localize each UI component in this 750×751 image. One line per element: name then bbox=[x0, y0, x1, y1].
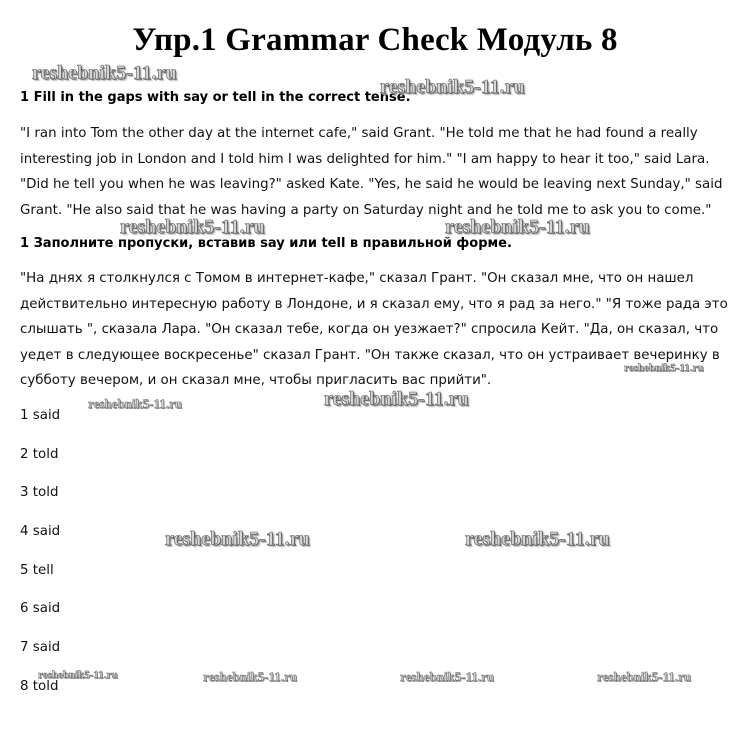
task-2-text: "На днях я столкнулся с Томом в интернет-кафе," сказал Грант. "Он сказал мне, что он нашел действительно интересную работу в Лондоне, и я сказал ему, что я рад за него." "Я тоже рада это слышать ", сказала Лара. "Он сказал тебе, когда он уезжает?" спросила Кейт. "Да, он сказал, что уедет в следующее воскресенье" сказал Грант. "Он также сказал, что он устраивает вечеринку в субботу вечером, и он сказал мне, чтобы пригласить вас прийти". bbox=[20, 271, 728, 388]
task-1-text: "I ran into Tom the other day at the internet cafe," said Grant. "He told me that he had found a really interesting job in London and I told him I was delighted for him." "I am happy to hear it too," said Lara. "Did he tell you when he was leaving?" asked Kate. "Yes, he said he would be leaving next Sunday," said Grant. "He also said that he was having a party on Saturday night and he told me to ask you to come." bbox=[20, 126, 723, 218]
answer-item: 2 told bbox=[20, 446, 59, 462]
page-title: Упр.1 Grammar Check Модуль 8 bbox=[132, 22, 618, 58]
watermark: reshebnik5-11.ru bbox=[445, 216, 590, 238]
watermark: reshebnik5-11.ru bbox=[120, 216, 265, 238]
watermark: reshebnik5-11.ru bbox=[400, 669, 495, 684]
answer-item: 1 said bbox=[20, 408, 61, 423]
watermark: reshebnik5-11.ru bbox=[597, 669, 692, 684]
answer-item: 6 said bbox=[20, 601, 61, 617]
answer-item: 4 said bbox=[20, 524, 61, 540]
watermark: reshebnik5-11.ru bbox=[380, 76, 525, 98]
answer-item: 5 tell bbox=[20, 562, 54, 578]
watermark: reshebnik5-11.ru bbox=[32, 62, 177, 84]
watermark: reshebnik5-11.ru bbox=[165, 528, 310, 550]
watermark: reshebnik5-11.ru bbox=[624, 362, 704, 374]
watermark: reshebnik5-11.ru bbox=[465, 528, 610, 550]
watermark: reshebnik5-11.ru bbox=[88, 396, 183, 411]
task-1-heading: 1 Fill in the gaps with say or tell in the correct tense. bbox=[20, 90, 411, 105]
watermark: reshebnik5-11.ru bbox=[203, 669, 298, 684]
watermark: reshebnik5-11.ru bbox=[324, 388, 469, 410]
answer-item: 8 told bbox=[20, 678, 59, 694]
answer-item: 7 said bbox=[20, 640, 61, 656]
task-2-heading: 1 Заполните пропуски, вставив say или tell в правильной форме. bbox=[20, 236, 512, 251]
answer-item: 3 told bbox=[20, 485, 59, 501]
watermark: reshebnik5-11.ru bbox=[38, 669, 118, 681]
